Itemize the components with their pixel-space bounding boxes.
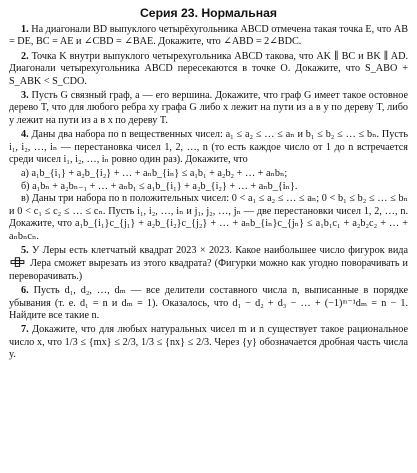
problem-2 (9, 51, 408, 88)
problem-1 (9, 24, 408, 49)
problem-6 (9, 285, 408, 322)
problem-number: 3. (21, 90, 29, 102)
problem-text: Пусть G связный граф, a — его вершина. Докажите, что граф G имеет такое остовное дерево T, что для любого ребра xy графа G либо x лежит на пути из a в y по дереву T, либо y лежит на пути из a в x по дереву T. (9, 90, 409, 126)
problem-4 (9, 129, 408, 166)
series-title: Серия 23. Нормальная (140, 6, 277, 20)
problem-3 (9, 90, 408, 127)
problem-4-item-c: в) Даны три набора по n положительных чисел: 0 < a₁ ≤ a₂ ≤ … ≤ aₙ; 0 < b₁ ≤ b₂ ≤ … ≤ bₙ и 0 < c₁ ≤ c₂ ≤ … ≤ cₙ. Пусть i₁, i₂, …, iₙ и j₁, j₂, …, jₙ — две перестановки чисел 1, 2, …, n. Докажите, что a₁b_{i₁}c_{j₁} + a₂b_{i₂}c_{j₂} + … + aₙb_{iₙ}c_{jₙ} ≤ a₁b₁c₁ + a₂b₂c₂ + … + aₙbₙcₙ. (9, 193, 408, 242)
problem-7 (9, 324, 408, 361)
problem-4-item-b: б) a₁bₙ + a₂bₙ₋₁ + … + aₙb₁ ≤ a₁b_{i₁} + a₂b_{i₂} + … + aₙb_{iₙ}. (21, 180, 298, 192)
problem-text: Даны два набора по n вещественных чисел: a₁ ≤ a₂ ≤ … ≤ aₙ и b₁ ≤ b₂ ≤ … ≤ bₙ. Пусть i₁, i₂, …, iₙ — перестановка чисел 1, 2, …, n (то есть каждое число от 1 до n встречается среди чисел i₁, i₂, …, iₙ ровно один раз). Докажите, что (9, 129, 409, 166)
problem-text-before: У Леры есть клетчатый квадрат 2023 × 2023. Какое наибольшее число фигурок вида (32, 244, 409, 256)
problem-number: 2. (21, 50, 29, 62)
problem-number: 7. (21, 324, 29, 336)
problem-number: 6. (21, 285, 29, 297)
problem-text: Точка K внутри выпуклого четырехугольника ABCD такова, что AK ∥ BC и BK ∥ AD. Диагонали четырехугольника ABCD пересекаются в точке O. Докажите, что S_ABO + S_ABK < S_CDO. (9, 50, 408, 87)
problem-5 (9, 245, 408, 283)
problem-number: 4. (21, 129, 29, 141)
problem-text: Докажите, что для любых натуральных чисел m и n существует такое рациональное число x, что 1/3 ≤ {mx} ≤ 2/3, 1/3 ≤ {nx} ≤ 2/3. Через {y} обозначается дробная часть числа y. (9, 324, 408, 361)
problem-text: Пусть d₁, d₂, …, dₘ — все делители составного числа n, выписанные в порядке убывания (т. е. d₁ = n и dₘ = 1). Оказалось, что d₁ − d₂ + d₃ − … + (−1)ᵐ⁻¹dₘ = n − 1. Найдите все такие n. (9, 285, 408, 321)
problem-4-item-a: а) a₁b_{i₁} + a₂b_{i₂} + … + aₙb_{iₙ} ≤ a₁b₁ + a₂b₂ + … + aₙbₙ; (21, 168, 288, 180)
plus-pentomino-icon (10, 257, 26, 267)
problem-text: На диагонали BD выпуклого четырёхугольника ABCD отмечена такая точка E, что AB = DE, BC = AE и ∠CBD = ∠BAE. Докажите, что ∠ABD = 2∠BDC. (9, 24, 408, 48)
problem-text-after: Лера сможет вырезать из этого квадрата? (Фигурки можно как угодно поворачивать и переворачивать.) (9, 258, 409, 282)
problem-number: 5. (21, 244, 29, 256)
problem-number: 1. (21, 24, 29, 35)
